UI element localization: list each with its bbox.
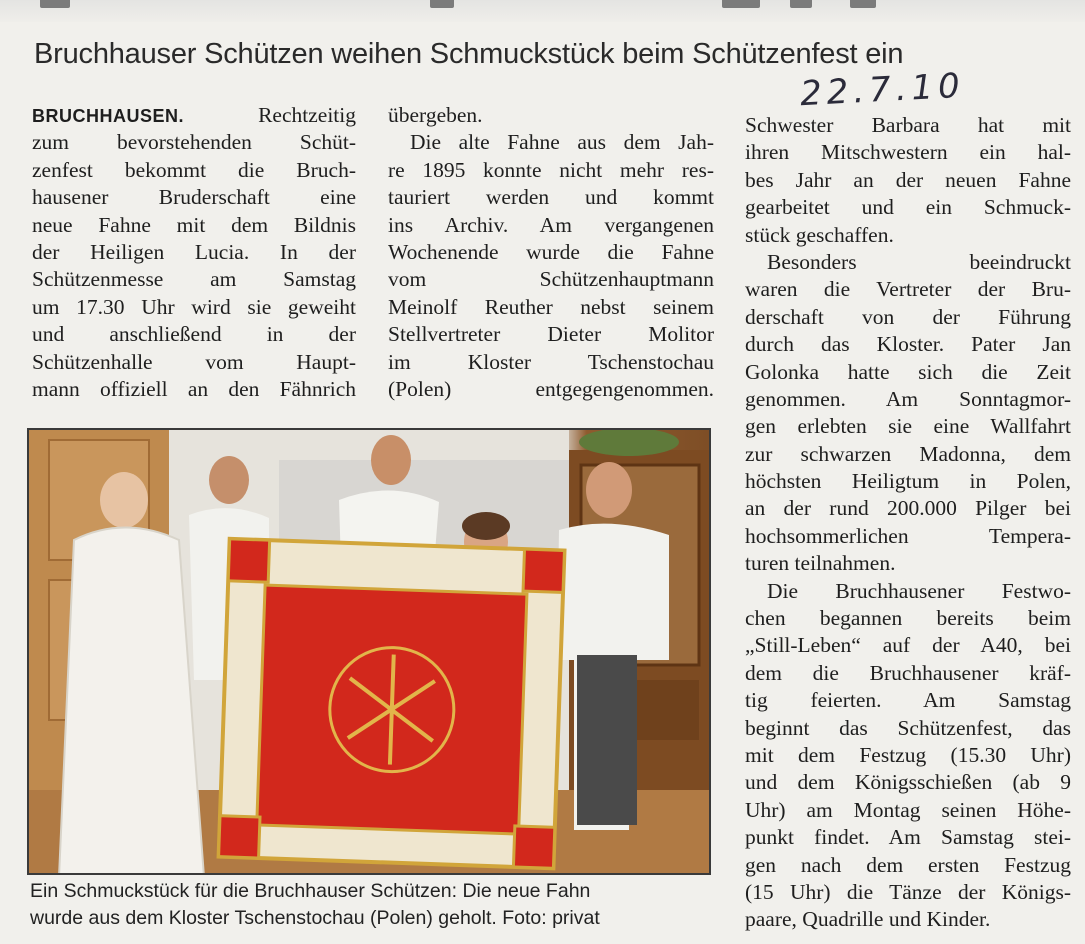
new-banner xyxy=(219,539,565,868)
column-line xyxy=(32,102,356,129)
column-line: Schützenmesse am Samstag xyxy=(32,267,356,292)
column-line: Stellvertreter Dieter Molitor xyxy=(388,322,714,347)
column-line: zum bevorstehenden Schüt- xyxy=(32,130,356,155)
column-line: genommen. Am Sonntagmor- xyxy=(745,386,1071,411)
column-line: Uhr) am Montag seinen Höhe- xyxy=(745,797,1071,822)
column-line: Golonka hatte sich die Zeit xyxy=(745,359,1071,384)
column-line: waren die Vertreter der Bru- xyxy=(745,277,1071,302)
column-line: Die Bruchhausener Festwo- xyxy=(767,578,1071,603)
column-line: zur schwarzen Madonna, dem xyxy=(745,441,1071,466)
column-line: Schwester Barbara hat mit xyxy=(745,113,1071,137)
caption-line: wurde aus dem Kloster Tschenstochau (Polen) geholt. Foto: privat xyxy=(30,907,600,929)
column-line: bes Jahr an der neuen Fahne xyxy=(745,167,1071,192)
article-column-1 xyxy=(32,102,356,403)
column-line: und anschließend in der xyxy=(32,322,356,347)
column-line: vom Schützenhauptmann xyxy=(388,267,714,292)
column-line: neue Fahne mit dem Bildnis xyxy=(32,212,356,237)
banner-corner xyxy=(513,826,554,868)
column-line: hochsommerlichen Tempera- xyxy=(745,523,1071,548)
column-line: ins Archiv. Am vergangenen xyxy=(388,212,714,237)
column-line: Wochenende wurde die Fahne xyxy=(388,239,714,264)
column-line: beginnt das Schützenfest, das xyxy=(745,715,1071,740)
column-line: übergeben. xyxy=(388,103,483,127)
article-column-2 xyxy=(388,102,714,403)
column-line: turen teilnahmen. xyxy=(745,551,896,576)
person-monk-head xyxy=(100,472,148,528)
column-text: Rechtzeitig xyxy=(258,103,356,127)
column-line: und dem Königsschießen (ab 9 xyxy=(745,770,1071,795)
column-line: hausener Bruderschaft eine xyxy=(32,185,356,210)
column-line: Besonders beeindruckt xyxy=(767,249,1071,274)
column-line: höchsten Heiligtum in Polen, xyxy=(745,469,1071,494)
column-line: Die alte Fahne aus dem Jah- xyxy=(410,130,714,155)
column-line: ihren Mitschwestern ein hal- xyxy=(745,140,1071,165)
person-head xyxy=(586,462,632,518)
column-line: mann offiziell an den Fähnrich xyxy=(32,376,356,401)
column-line: tauriert werden und kommt xyxy=(388,185,714,210)
column-line: Schützenhalle vom Haupt- xyxy=(32,349,356,374)
column-line: „Still-Leben“ auf der A40, bei xyxy=(745,633,1071,658)
column-line: dem die Bruchhausener kräf- xyxy=(745,660,1071,685)
person-monk-habit xyxy=(59,528,204,876)
column-line: derschaft von der Führung xyxy=(745,304,1071,329)
previous-article-strip xyxy=(0,0,1085,22)
photo-illustration xyxy=(29,430,711,875)
dateline: BRUCHHAUSEN. xyxy=(32,106,185,126)
column-line: stück geschaffen. xyxy=(745,222,894,247)
caption-line: Ein Schmuckstück für die Bruchhauser Schützen: Die neue Fahn xyxy=(30,880,591,902)
column-line: gearbeitet und ein Schmuck- xyxy=(745,195,1071,220)
column-line: (Polen) entgegengenommen. xyxy=(388,376,714,401)
column-line: der Heiligen Lucia. In der xyxy=(32,239,356,264)
person-head xyxy=(209,456,249,504)
column-line: chen begannen bereits beim xyxy=(745,606,1071,631)
photo-caption xyxy=(30,878,714,932)
banner-corner xyxy=(523,549,564,592)
column-line: Meinolf Reuther nebst seinem xyxy=(388,294,714,319)
column-line: durch das Kloster. Pater Jan xyxy=(745,332,1071,357)
column-line: zenfest bekommt die Bruch- xyxy=(32,157,356,182)
column-line: (15 Uhr) die Tänze der Königs- xyxy=(745,879,1071,904)
column-line: mit dem Festzug (15.30 Uhr) xyxy=(745,742,1071,767)
banner-corner xyxy=(219,816,260,858)
banner-corner xyxy=(228,539,269,582)
article-photo xyxy=(27,428,711,875)
column-line: an der rund 200.000 Pilger bei xyxy=(745,496,1071,521)
person-trousers xyxy=(577,655,637,825)
column-line: punkt findet. Am Samstag stei- xyxy=(745,825,1071,850)
column-line: gen erlebten sie eine Wallfahrt xyxy=(745,414,1071,439)
column-line: paare, Quadrille und Kinder. xyxy=(745,907,991,932)
article-column-3 xyxy=(745,112,1071,934)
column-line: im Kloster Tschenstochau xyxy=(388,349,714,374)
person-hair xyxy=(462,512,510,540)
article-headline: Bruchhauser Schützen weihen Schmuckstück beim Schützenfest ein xyxy=(34,38,904,70)
column-line: re 1895 konnte nicht mehr res- xyxy=(388,157,714,182)
person-head xyxy=(371,435,411,485)
column-line: um 17.30 Uhr wird sie geweiht xyxy=(32,294,356,319)
column-line: gen nach dem ersten Festzug xyxy=(745,852,1071,877)
column-line: tig feierten. Am Samstag xyxy=(745,688,1071,713)
handwritten-date: 22.7.10 xyxy=(799,65,966,115)
